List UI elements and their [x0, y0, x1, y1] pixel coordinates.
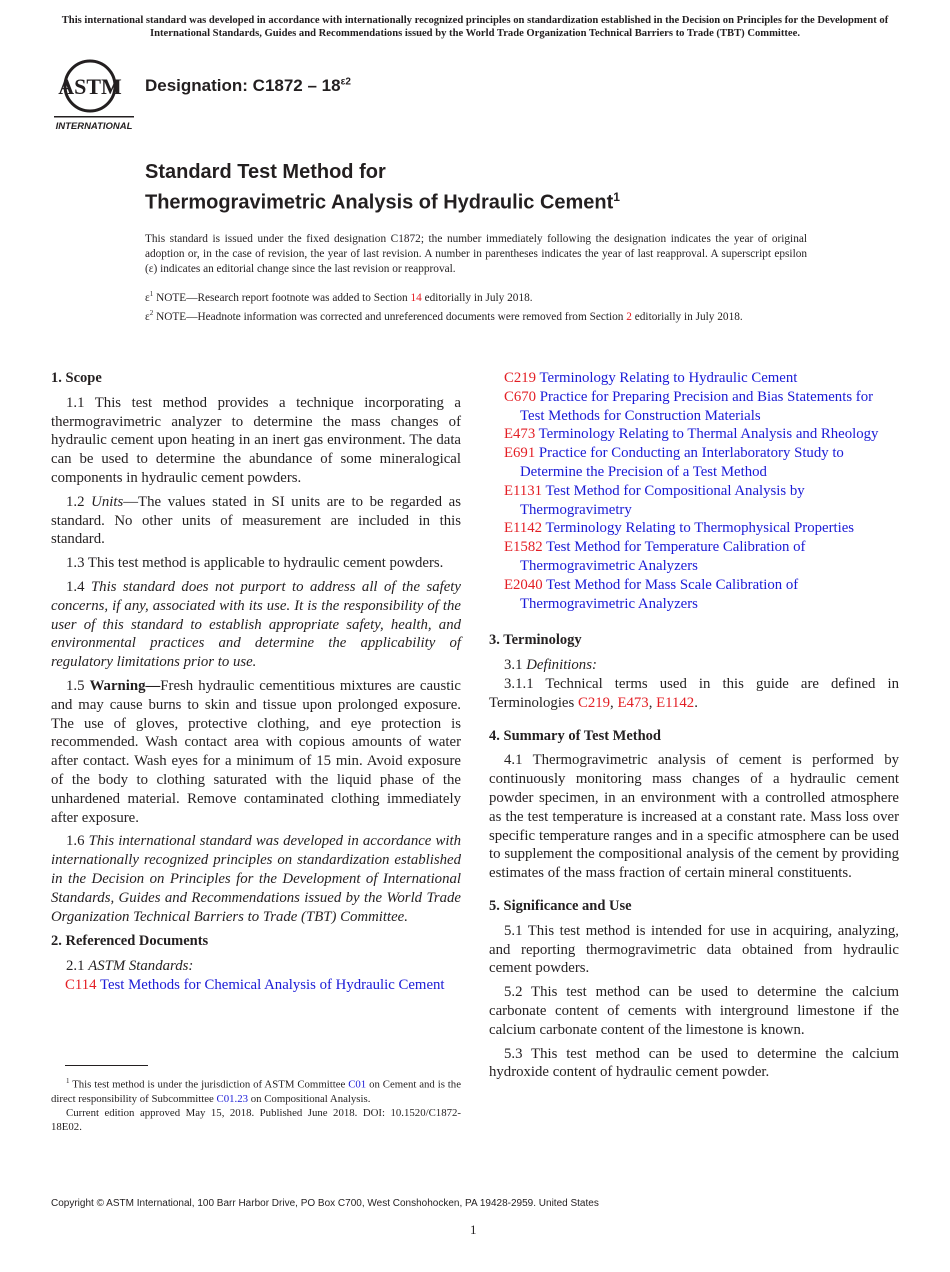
logo-text: ASTM [58, 74, 122, 99]
astm-logo-graphic [54, 58, 134, 132]
significance-heading: 5. Significance and Use [489, 897, 632, 914]
summary-heading: 4. Summary of Test Method [489, 727, 661, 744]
significance-5-1: 5.1 This test method is intended for use in acquiring, analyzing, and reporting thermogravimetric data obtained from hydraulic cement powders. [489, 922, 899, 977]
term-link-c219[interactable]: C219 [577, 694, 611, 711]
terminology-heading: 3. Terminology [489, 632, 582, 649]
note-1-section-link[interactable]: 14 [410, 291, 422, 304]
ref-item-e1142[interactable]: E1142 Terminology Relating to Thermophysical Properties [504, 520, 855, 537]
ref-item-e1131[interactable]: E1131 Test Method for Compositional Analysis by Thermogravimetry [504, 482, 805, 518]
refdocs-2-1: 2.1 ASTM Standards: [66, 958, 194, 975]
left-column [51, 369, 461, 995]
subcommittee-link[interactable]: C01.23 [216, 1092, 249, 1105]
designation-label: Designation: C1872 – 18 [145, 76, 341, 95]
footnote-1: $^1$ This test method is under the jurisdiction of ASTM Committee C01 on Cement and is the direct responsibility of Subcommittee C01.23 on Compositional Analysis. Current edition approved May 15, 2018. Published June 2018. DOI: 10.1520/C1872-18E02. [51, 1077, 461, 1133]
editorial-notes [145, 287, 807, 325]
ref-item-e2040[interactable]: E2040 Test Method for Mass Scale Calibration of Thermogravimetric Analyzers [504, 576, 799, 612]
significance-5-3: 5.3 This test method can be used to determine the calcium hydroxide content of hydraulic cement powder. [489, 1045, 899, 1081]
title-footnote-mark: 1 [613, 190, 620, 204]
significance-5-2: 5.2 This test method can be used to determine the calcium carbonate content of cements with interground limestone if the calcium carbonate content of the limestone is known. [489, 984, 899, 1038]
term-link-e473[interactable]: E473 [617, 694, 649, 711]
summary-4-1: 4.1 Thermogravimetric analysis of cement is performed by continuously monitoring mass changes of a hydraulic cement powder specimen, in an environment with a controlled atmosphere as the test temperature is increased at a constant rate. Mass loss over specific temperature ranges and in a specific atmosphere can be used to supplement the compositional analysis of the cement by providing estimates of the mass fraction of certain mineral constituents. [489, 752, 899, 882]
title-line-1: Standard Test Method for [145, 161, 386, 183]
right-column [489, 369, 899, 1087]
term-link-e1142[interactable]: E1142 [656, 694, 695, 711]
designation [145, 76, 351, 96]
title-line-2-text: Thermogravimetric Analysis of Hydraulic Cement [145, 191, 614, 214]
page-number: 1 [470, 1222, 477, 1237]
refdocs-heading: 2. Referenced Documents [51, 933, 209, 950]
ref-item-c219[interactable]: C219 Terminology Relating to Hydraulic Cement [504, 370, 798, 386]
ref-item-e691[interactable]: E691 Practice for Conducting an Interlaboratory Study to Determine the Precision of a Test Method [504, 445, 844, 480]
copyright: Copyright © ASTM International, 100 Barr Harbor Drive, PO Box C700, West Conshohocken, PA 19428-2959. United States [51, 1198, 599, 1209]
ref-item-e473[interactable]: E473 Terminology Relating to Thermal Analysis and Rheology [504, 426, 879, 443]
note-1: $\varepsilon^1$ NOTE—Research report footnote was added to Section 14 editorially in July 2018. [145, 290, 533, 304]
ref-item-e1582[interactable]: E1582 Test Method for Temperature Calibration of Thermogravimetric Analyzers [504, 539, 806, 574]
scope-1-4: 1.4 This standard does not purport to address all of the safety concerns, if any, associated with its use. It is the responsibility of the user of this standard to establish appropriate safety, health, and environmental practices and determine the applicability of regulatory limitations prior to use. [51, 578, 461, 671]
page-title [145, 160, 620, 216]
ref-item-c114[interactable]: C114 Test Methods for Chemical Analysis of Hydraulic Cement [65, 976, 445, 993]
terminology-3-1: 3.1 Definitions: [504, 657, 597, 674]
note-2-section-link[interactable]: 2 [626, 310, 632, 323]
scope-1-5: 1.5 Warning—Fresh hydraulic cementitious mixtures are caustic and may cause burns to skin and tissue upon prolonged exposure. The use of gloves, protective clothing, and eye protection is recommended. Wash contact area with copious amounts of water after contact. Wash eyes for a minimum of 15 min. Avoid exposure of the body to clothing saturated with the liquid phase of the unhardened material. Remove contaminated clothing immediately after exposure. [51, 677, 461, 826]
astm-logo [54, 58, 134, 132]
scope-1-6: 1.6 This international standard was developed in accordance with internationally recognized principles on standardization established in the Decision on Principles for the Development of International Standards, Guides and Recommendations issued by the World Trade Organization Technical Barriers to Trade (TBT) Committee. [51, 833, 461, 925]
committee-link[interactable]: C01 [348, 1078, 367, 1091]
scope-1-2: 1.2 Units—The values stated in SI units are to be regarded as standard. No other units of measurement are included in this standard. [51, 493, 461, 548]
title-line-2 [145, 185, 620, 216]
footnote-rule [65, 1065, 148, 1066]
issue-statement: This standard is issued under the fixed designation C1872; the number immediately following the designation indicates the year of original adoption or, in the case of revision, the year of last revision. A number in parentheses indicates the year of last reapproval. A superscript epsilon (ε) indicates an editorial change since the last revision or reapproval. [145, 233, 807, 275]
logo-sub-text: INTERNATIONAL [55, 121, 133, 132]
ref-list-continued [489, 369, 899, 613]
ref-item-c670[interactable]: C670 Practice for Preparing Precision and Bias Statements for Test Methods for Construction Materials [504, 388, 874, 424]
footnote-edition: Current edition approved May 15, 2018. Published June 2018. DOI: 10.1520/C1872-18E02. [51, 1106, 461, 1133]
note-2: $\varepsilon^2$ NOTE—Headnote information was corrected and unreferenced documents were removed from Section 2 editorially in July 2018. [145, 308, 743, 323]
scope-heading: 1. Scope [51, 370, 102, 386]
scope-1-1: 1.1 This test method provides a technique incorporating a thermogravimetric analyzer to determine the mass changes of hydraulic cement upon heating in an inert gas environment. The data can be used to determine the abundance of some mineralogical components in hydraulic cement powders. [51, 394, 461, 486]
scope-1-3: 1.3 This test method is applicable to hydraulic cement powders. [66, 555, 444, 572]
designation-sup: ε2 [340, 76, 351, 88]
terminology-3-1-1: 3.1.1 Technical terms used in this guide are defined in Terminologies C219, E473, E1142. [489, 675, 899, 711]
tbt-banner: This international standard was developed in accordance with internationally recognized principles on standardization established in the Decision on Principles for the Development of International Standards, Guides and Recommendations issued by the World Trade Organization Technical Barriers to Trade (TBT) Committee. [61, 15, 889, 39]
